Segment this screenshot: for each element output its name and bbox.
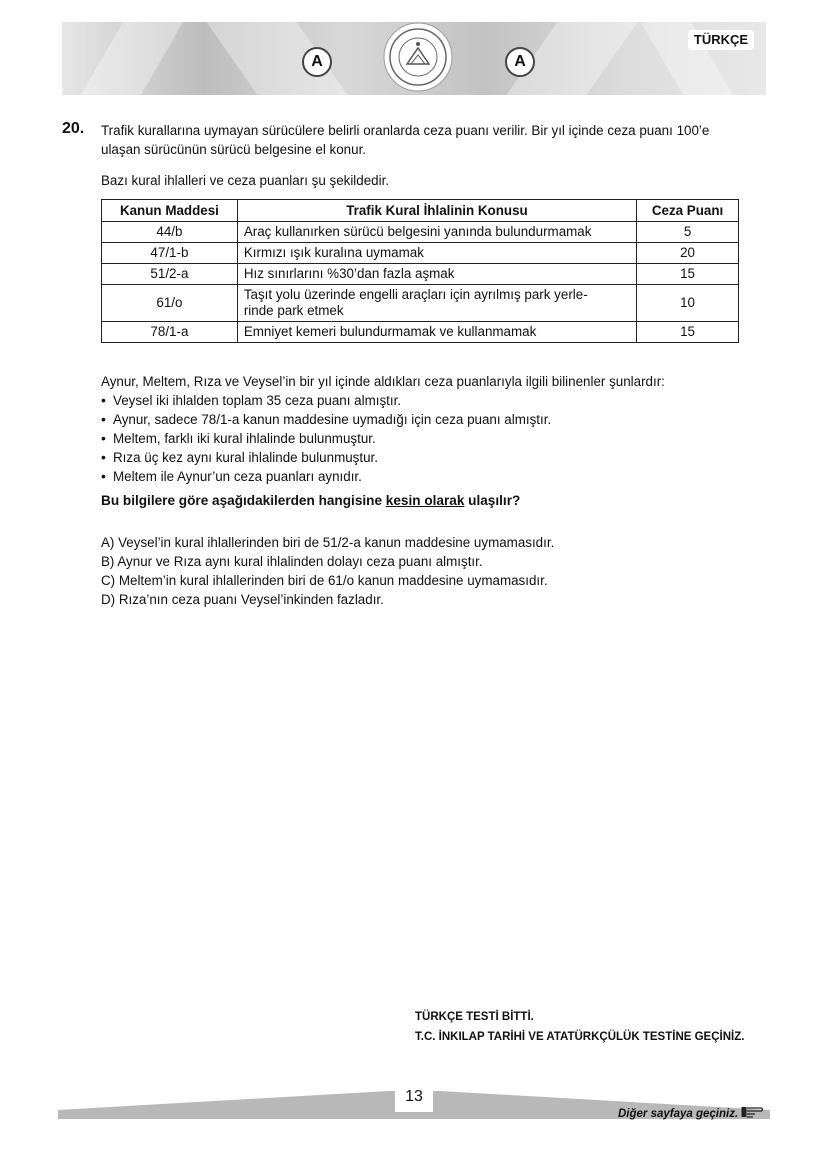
prompt-start: Bu bilgilere göre aşağıdakilerden hangisine (101, 493, 386, 508)
pointing-hand-icon (741, 1106, 763, 1118)
booklet-type-left: A (302, 47, 332, 77)
table-row (102, 264, 739, 285)
header-article: Kanun Maddesi (102, 200, 238, 222)
next-page-text: Diğer sayfaya geçiniz. (618, 1108, 739, 1120)
option-d[interactable]: D) Rıza’nın ceza puanı Veysel’inkinden fazladır. (101, 592, 384, 607)
cell-article: 61/o (102, 285, 238, 322)
cell-subject: Hız sınırlarını %30’dan fazla aşmak (237, 264, 636, 285)
option-b[interactable]: B) Aynur ve Rıza aynı kural ihlalinden dolayı ceza puanı almıştır. (101, 554, 483, 569)
ministry-seal-icon (383, 22, 453, 92)
prompt-end: ulaşılır? (464, 493, 521, 508)
cell-points: 20 (637, 243, 739, 264)
penalty-table (101, 199, 739, 343)
list-item: • Meltem, farklı iki kural ihlalinde bulunmuştur. (101, 429, 551, 448)
cell-subject-line2: rinde park etmek (243, 303, 344, 318)
page-number: 13 (405, 1088, 423, 1105)
end-note-line2: T.C. İNKILAP TARİHİ VE ATATÜRKÇÜLÜK TESTİNE GEÇİNİZ. (415, 1031, 745, 1043)
table-row (102, 285, 739, 322)
question-intro-line1: Trafik kurallarına uymayan sürücülere belirli oranlarda ceza puanı verilir. Bir yıl içinde ceza puanı 100’e (101, 123, 710, 138)
table-row (102, 222, 739, 243)
test-end-note (415, 1007, 744, 1047)
table-row (102, 243, 739, 264)
facts-intro: Aynur, Meltem, Rıza ve Veysel’in bir yıl içinde aldıkları ceza puanlarıyla ilgili bilinenler şunlardır: (101, 374, 665, 389)
booklet-type-right: A (505, 47, 535, 77)
cell-article: 78/1-a (102, 322, 238, 343)
list-item: • Veysel iki ihlalden toplam 35 ceza puanı almıştır. (101, 391, 551, 410)
list-item: • Aynur, sadece 78/1-a kanun maddesine uymadığı için ceza puanı almıştır. (101, 410, 551, 429)
table-intro: Bazı kural ihlalleri ve ceza puanları şu şekildedir. (101, 173, 390, 188)
cell-subject-line1: Taşıt yolu üzerinde engelli araçları için ayrılmış park yerle- (243, 287, 588, 302)
cell-subject: Emniyet kemeri bulundurmamak ve kullanmamak (237, 322, 636, 343)
next-page-note (618, 1106, 763, 1120)
cell-subject (237, 285, 636, 322)
option-c[interactable]: C) Meltem’in kural ihlallerinden biri de 61/o kanun maddesine uymamasıdır. (101, 573, 548, 588)
cell-article: 51/2-a (102, 264, 238, 285)
question-number: 20. (62, 120, 85, 137)
cell-subject: Araç kullanırken sürücü belgesini yanında bulundurmamak (237, 222, 636, 243)
subject-label: TÜRKÇE (688, 30, 754, 50)
cell-points: 5 (637, 222, 739, 243)
table-row (102, 322, 739, 343)
answer-options (101, 533, 554, 609)
list-item: • Rıza üç kez aynı kural ihlalinde bulunmuştur. (101, 448, 551, 467)
header-points: Ceza Puanı (637, 200, 739, 222)
cell-subject: Kırmızı ışık kuralına uymamak (237, 243, 636, 264)
option-a[interactable]: A) Veysel’in kural ihlallerinden biri de 51/2-a kanun maddesine uymamasıdır. (101, 535, 555, 550)
table-header-row (102, 200, 739, 222)
question-intro-line2: ulaşan sürücünün sürücü belgesine el konur. (101, 142, 367, 157)
facts-list (101, 391, 551, 486)
cell-article: 47/1-b (102, 243, 238, 264)
cell-points: 10 (637, 285, 739, 322)
cell-article: 44/b (102, 222, 238, 243)
header-subject: Trafik Kural İhlalinin Konusu (237, 200, 636, 222)
list-item: • Meltem ile Aynur’un ceza puanları aynıdır. (101, 467, 551, 486)
prompt-emphasis: kesin olarak (385, 493, 465, 508)
cell-points: 15 (637, 264, 739, 285)
question-prompt (101, 493, 520, 508)
cell-points: 15 (637, 322, 739, 343)
end-note-line1: TÜRKÇE TESTİ BİTTİ. (415, 1011, 534, 1023)
